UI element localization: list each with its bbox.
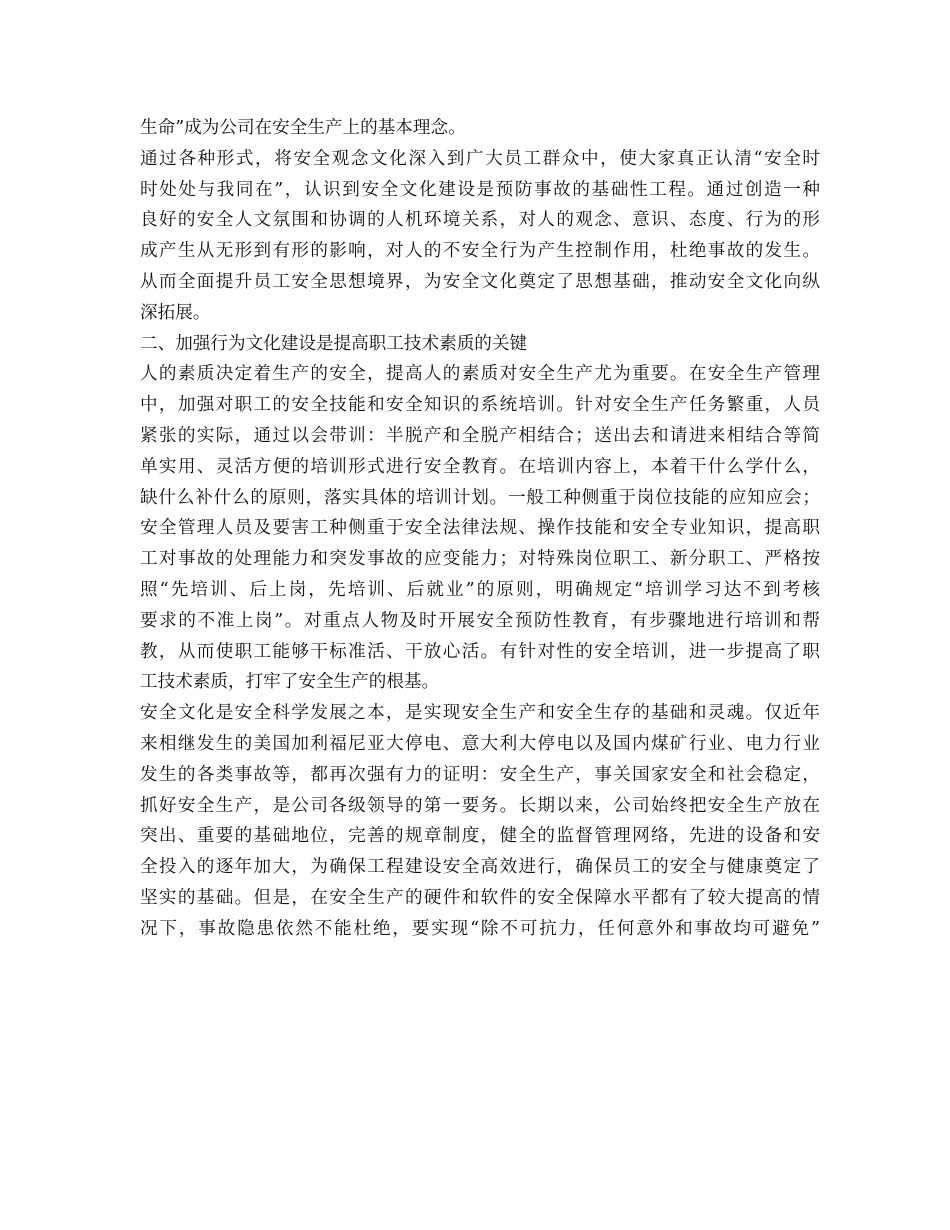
text-line: 发生的各类事故等，都再次强有力的证明：安全生产，事关国家安全和社会稳定， <box>140 764 820 785</box>
text-line: 人的素质决定着生产的安全，提高人的素质对安全生产尤为重要。在安全生产管理 <box>140 364 820 385</box>
text-line: 时处处与我同在”，认识到安全文化建设是预防事故的基础性工程。通过创造一种 <box>140 179 820 200</box>
text-line: 工对事故的处理能力和突发事故的应变能力；对特殊岗位职工、新分职工、严格按 <box>140 549 820 570</box>
text-line: 通过各种形式，将安全观念文化深入到广大员工群众中，使大家真正认清“安全时 <box>140 148 820 169</box>
text-line: 中，加强对职工的安全技能和安全知识的系统培训。针对安全生产任务繁重，人员 <box>140 395 820 416</box>
text-line: 单实用、灵活方便的培训形式进行安全教育。在培训内容上，本着干什么学什么， <box>140 456 820 477</box>
text-line: 全投入的逐年加大，为确保工程建设安全高效进行，确保员工的安全与健康奠定了 <box>140 857 820 878</box>
text-line: 成产生从无形到有形的影响，对人的不安全行为产生控制作用，杜绝事故的发生。 <box>140 241 820 262</box>
text-line: 从而全面提升员工安全思想境界，为安全文化奠定了思想基础，推动安全文化向纵 <box>140 271 820 292</box>
text-line: 突出、重要的基础地位，完善的规章制度，健全的监督管理网络，先进的设备和安 <box>140 826 820 847</box>
text-line: 缺什么补什么的原则，落实具体的培训计划。一般工种侧重于岗位技能的应知应会； <box>140 487 820 508</box>
text-line: 良好的安全人文氛围和协调的人机环境关系，对人的观念、意识、态度、行为的形 <box>140 210 820 231</box>
text-line: 安全文化是安全科学发展之本，是实现安全生产和安全生存的基础和灵魂。仅近年 <box>140 703 820 724</box>
text-line: 况下，事故隐患依然不能杜绝，要实现“除不可抗力，任何意外和事故均可避免” <box>140 918 820 939</box>
text-line: 教，从而使职工能够干标准活、干放心活。有针对性的安全培训，进一步提高了职 <box>140 641 820 662</box>
text-line: 工技术素质，打牢了安全生产的根基。 <box>140 672 440 693</box>
document-text-body <box>140 113 820 945</box>
text-line: 坚实的基础。但是，在安全生产的硬件和软件的安全保障水平都有了较大提高的情 <box>140 887 820 908</box>
text-line: 安全管理人员及要害工种侧重于安全法律法规、操作技能和安全专业知识，提高职 <box>140 518 820 539</box>
text-line: 来相继发生的美国加利福尼亚大停电、意大利大停电以及国内煤矿行业、电力行业 <box>140 733 820 754</box>
text-line: 抓好安全生产，是公司各级领导的第一要务。长期以来，公司始终把安全生产放在 <box>140 795 820 816</box>
text-line: 照“先培训、后上岗，先培训、后就业”的原则，明确规定“培训学习达不到考核 <box>140 579 820 600</box>
text-line: 要求的不准上岗”。对重点人物及时开展安全预防性教育，有步骤地进行培训和帮 <box>140 610 820 631</box>
text-line: 紧张的实际，通过以会带训：半脱产和全脱产相结合；送出去和请进来相结合等简 <box>140 425 820 446</box>
text-line: 二、加强行为文化建设是提高职工技术素质的关键 <box>140 333 528 354</box>
text-line: 生命”成为公司在安全生产上的基本理念。 <box>140 118 466 138</box>
text-line: 深拓展。 <box>140 302 211 323</box>
